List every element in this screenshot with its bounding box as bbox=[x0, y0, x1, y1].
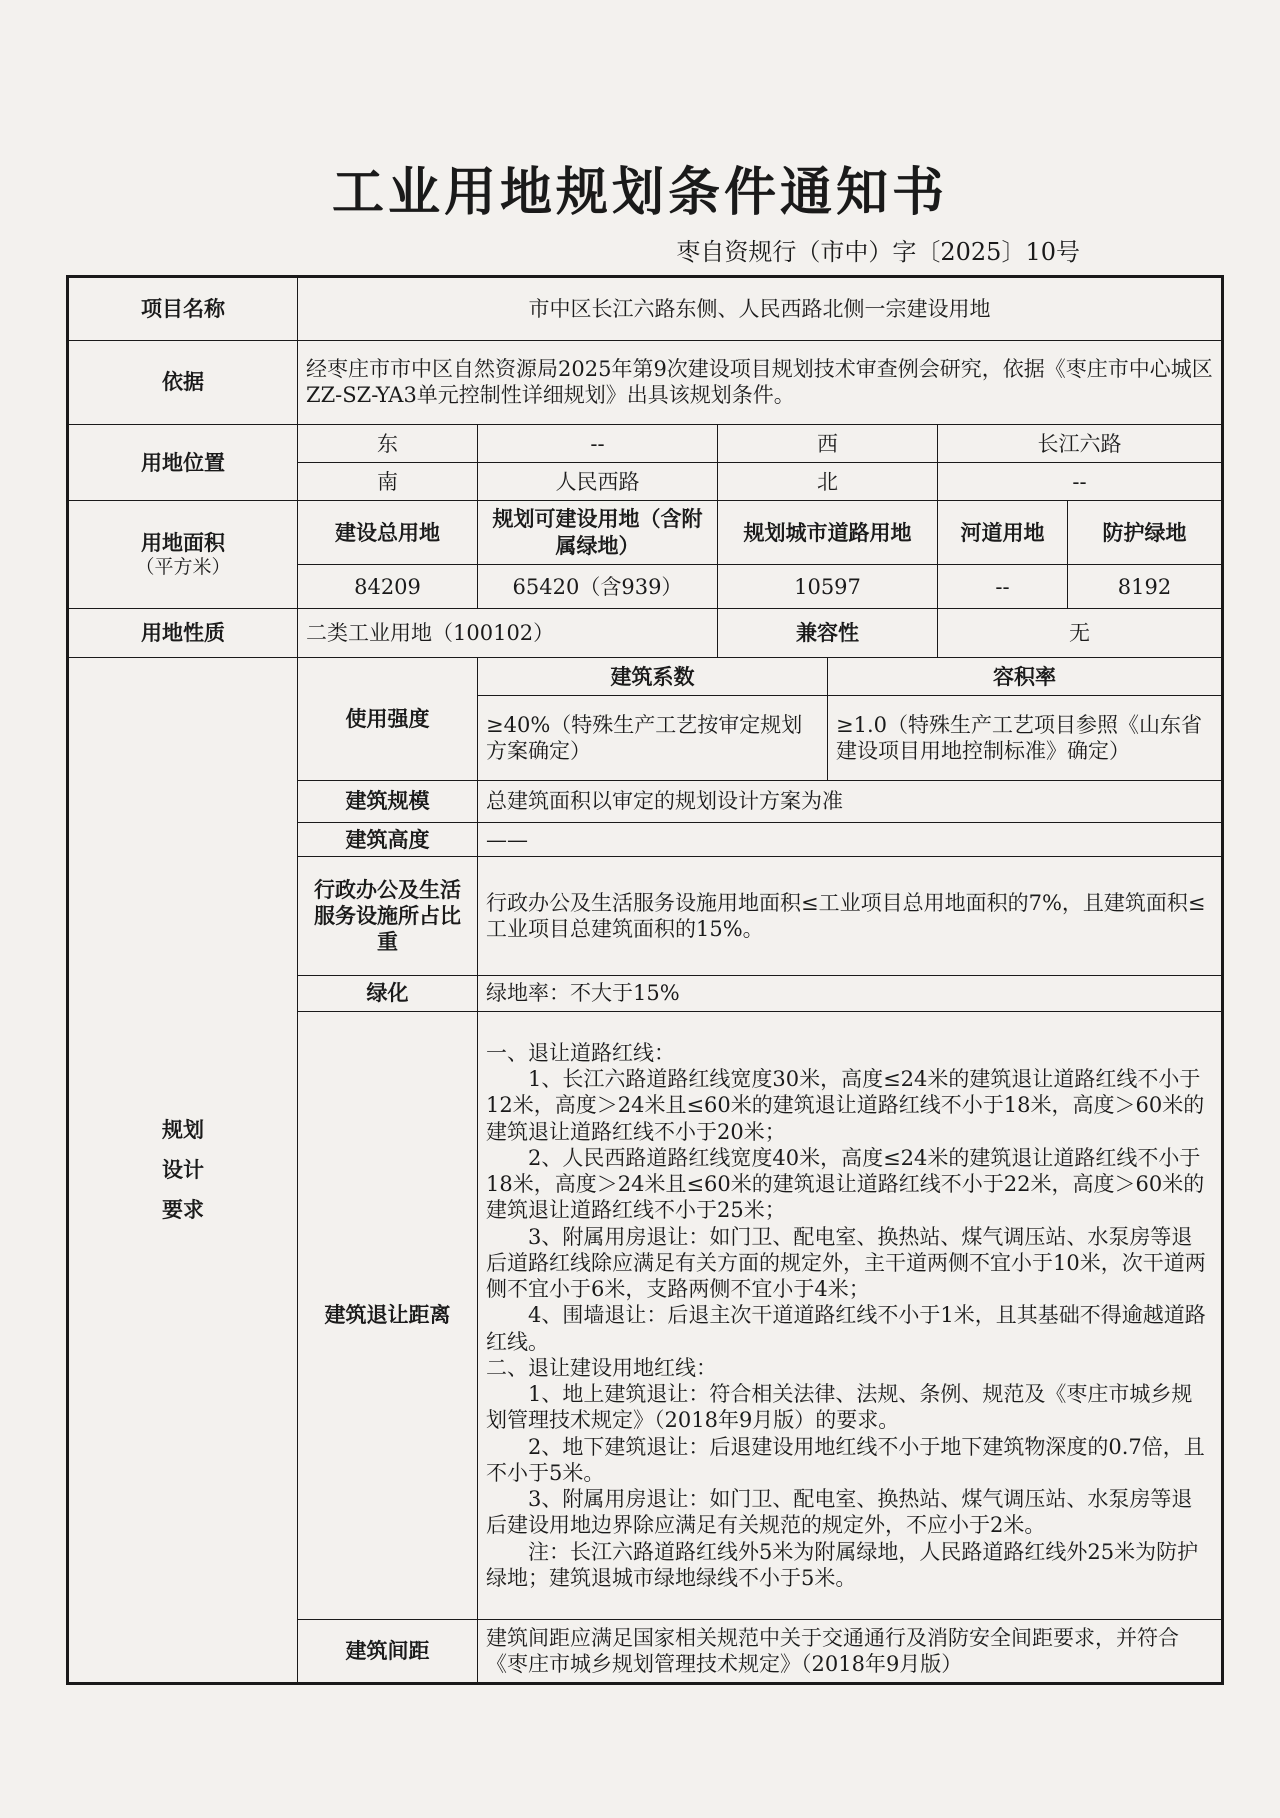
row-intensity-headers bbox=[68, 658, 1223, 696]
area-label-cell bbox=[68, 501, 298, 609]
green-value: 绿地率：不大于15% bbox=[478, 975, 1223, 1011]
setback-line: 3、附属用房退让：如门卫、配电室、换热站、煤气调压站、水泵房等退后建设用地边界除应满足有关规范的规定外，不应小于2米。 bbox=[486, 1487, 1193, 1538]
nature-label: 用地性质 bbox=[68, 609, 298, 658]
row-area-headers bbox=[68, 501, 1223, 565]
coverage-value: ≥40%（特殊生产工艺按审定规划方案确定） bbox=[478, 696, 828, 781]
project-name-label: 项目名称 bbox=[68, 277, 298, 341]
document-title: 工业用地规划条件通知书 bbox=[331, 162, 948, 223]
basis-label: 依据 bbox=[68, 340, 298, 425]
spacing-value: 建筑间距应满足国家相关规范中关于交通通行及消防安全间距要求，并符合《枣庄市城乡规划管理技术规定》（2018年9月版） bbox=[478, 1620, 1223, 1684]
row-land-nature bbox=[68, 609, 1223, 658]
area-value-buildable: 65420（含939） bbox=[478, 564, 718, 608]
area-label: 用地面积 bbox=[141, 530, 225, 555]
basis-value: 经枣庄市市中区自然资源局2025年第9次建设项目规划技术审查例会研究，依据《枣庄市中心城区ZZ-SZ-YA3单元控制性详细规划》出具该规划条件。 bbox=[298, 340, 1223, 425]
location-south-label: 南 bbox=[298, 463, 478, 501]
admin-value: 行政办公及生活服务设施用地面积≤工业项目总用地面积的7%，且建筑面积≤工业项目总建筑面积的15%。 bbox=[478, 857, 1223, 976]
location-west-label: 西 bbox=[718, 425, 938, 463]
setback-line: 2、人民西路道路红线宽度40米，高度≤24米的建筑退让道路红线不小于18米，高度＞24米且≤60米的建筑退让道路红线不小于22米，高度＞60米的建筑退让道路红线不小于25米； bbox=[486, 1145, 1205, 1223]
area-value-road: 10597 bbox=[718, 564, 938, 608]
far-label: 容积率 bbox=[828, 658, 1223, 696]
nature-value: 二类工业用地（100102） bbox=[298, 609, 718, 658]
row-basis bbox=[68, 340, 1223, 425]
compat-label: 兼容性 bbox=[718, 609, 938, 658]
design-label-2: 设计 bbox=[162, 1157, 204, 1182]
area-value-green: 8192 bbox=[1068, 564, 1223, 608]
far-value: ≥1.0（特殊生产工艺项目参照《山东省建设项目用地控制标准》确定） bbox=[828, 696, 1223, 781]
setback-line: 一、退让道路红线： bbox=[486, 1040, 675, 1065]
intensity-label: 使用强度 bbox=[298, 658, 478, 781]
location-north-label: 北 bbox=[718, 463, 938, 501]
location-west-value: 长江六路 bbox=[938, 425, 1223, 463]
setback-line: 二、退让建设用地红线： bbox=[486, 1355, 717, 1380]
location-label: 用地位置 bbox=[68, 425, 298, 501]
spacing-label: 建筑间距 bbox=[298, 1620, 478, 1684]
coverage-label: 建筑系数 bbox=[478, 658, 828, 696]
admin-label: 行政办公及生活服务设施所占比重 bbox=[298, 857, 478, 976]
location-south-value: 人民西路 bbox=[478, 463, 718, 501]
document-number: 枣自资规行（市中）字〔2025〕10号 bbox=[676, 238, 1080, 266]
area-header-road: 规划城市道路用地 bbox=[718, 501, 938, 565]
location-east-label: 东 bbox=[298, 425, 478, 463]
location-north-value: -- bbox=[938, 463, 1223, 501]
setback-label: 建筑退让距离 bbox=[298, 1011, 478, 1620]
area-unit: （平方米） bbox=[135, 556, 231, 579]
area-header-buildable: 规划可建设用地（含附属绿地） bbox=[478, 501, 718, 565]
design-requirements-label bbox=[68, 658, 298, 1684]
green-label: 绿化 bbox=[298, 975, 478, 1011]
setback-note: 注：长江六路道路红线外5米为附属绿地，人民路道路红线外25米为防护绿地；建筑退城市绿地绿线不小于5米。 bbox=[486, 1539, 1199, 1590]
area-value-total: 84209 bbox=[298, 564, 478, 608]
height-label: 建筑高度 bbox=[298, 823, 478, 857]
design-label-3: 要求 bbox=[162, 1198, 204, 1223]
scale-label: 建筑规模 bbox=[298, 780, 478, 822]
row-location-1 bbox=[68, 425, 1223, 463]
compat-value: 无 bbox=[938, 609, 1223, 658]
area-value-river: -- bbox=[938, 564, 1068, 608]
planning-conditions-table bbox=[66, 275, 1224, 1685]
setback-line: 1、长江六路道路红线宽度30米，高度≤24米的建筑退让道路红线不小于12米，高度＞24米且≤60米的建筑退让道路红线不小于18米，高度＞60米的建筑退让道路红线不小于20米； bbox=[486, 1067, 1205, 1144]
setback-content bbox=[478, 1011, 1223, 1620]
row-project-name bbox=[68, 277, 1223, 341]
area-header-green: 防护绿地 bbox=[1068, 501, 1223, 565]
area-header-river: 河道用地 bbox=[938, 501, 1068, 565]
location-east-value: -- bbox=[478, 425, 718, 463]
height-value: —— bbox=[478, 823, 1223, 857]
setback-line: 2、地下建筑退让：后退建设用地红线不小于地下建筑物深度的0.7倍，且不小于5米。 bbox=[486, 1434, 1205, 1485]
project-name-value: 市中区长江六路东侧、人民西路北侧一宗建设用地 bbox=[298, 277, 1223, 341]
scale-value: 总建筑面积以审定的规划设计方案为准 bbox=[478, 780, 1223, 822]
setback-line: 3、附属用房退让：如门卫、配电室、换热站、煤气调压站、水泵房等退后道路红线除应满足有关方面的规定外，主干道两侧不宜小于10米，次干道两侧不宜小于6米，支路两侧不宜小于4米； bbox=[486, 1224, 1206, 1302]
area-header-total: 建设总用地 bbox=[298, 501, 478, 565]
setback-line: 4、围墙退让：后退主次干道道路红线不小于1米，且其基础不得逾越道路红线。 bbox=[486, 1303, 1206, 1354]
design-label-1: 规划 bbox=[162, 1117, 204, 1142]
setback-line: 1、地上建筑退让：符合相关法律、法规、条例、规范及《枣庄市城乡规划管理技术规定》（2018年9月版）的要求。 bbox=[486, 1382, 1193, 1433]
